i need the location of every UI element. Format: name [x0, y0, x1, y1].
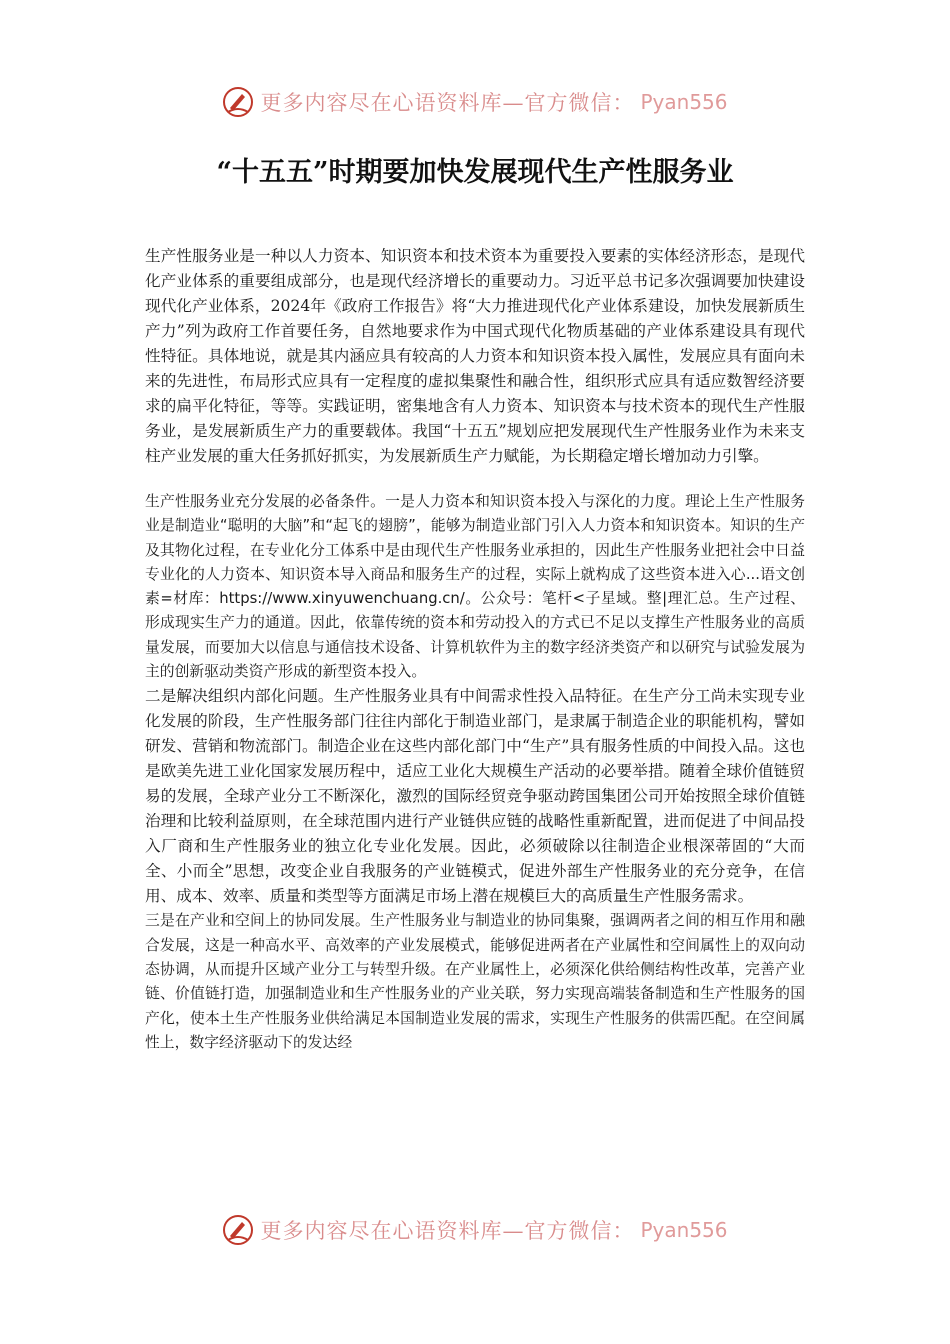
paragraph-conditions: 生产性服务业充分发展的必备条件。一是人力资本和知识资本投入与深化的力度。理论上生产性服务业是制造业“聪明的大脑”和“起飞的翅膀”，能够为制造业部门引入人力资本和知识资本。知识的生产及其物化过程，在专业化分工体系中是由现代生产性服务业承担的，因此生产性服务业把社会中日益专业化的人力资本、知识资本导入商品和服务生产的过程，实际上就构成了这些资本进入心...语文创素=材库：https://www.xinyuwenchuang.cn/。公众号：笔杆<子星域。整|理汇总。生产过程、形成现实生产力的通道。因此，依靠传统的资本和劳动投入的方式已不足以支撑生产性服务业的高质量发展，而要加大以信息与通信技术设备、计算机软件为主的数字经济类资产和以研究与试验发展为主的创新驱动类资产形成的新型资本投入。: [145, 493, 805, 681]
paragraph-internalization: 二是解决组织内部化问题。生产性服务业具有中间需求性投入品特征。在生产分工尚未实现专业化发展的阶段，生产性服务部门往往内部化于制造业部门，是隶属于制造企业的职能机构，譬如研发、营销和物流部门。制造企业在这些内部化部门中“生产”具有服务性质的中间投入品。这也是欧美先进工业化国家发展历程中，适应工业化大规模生产活动的必要举措。随着全球价值链贸易的发展，全球产业分工不断深化，激烈的国际经贸竞争驱动跨国集团公司开始按照全球价值链治理和比较利益原则，在全球范围内进行产业链供应链的战略性重新配置，进而促进了中间品投入厂商和生产性服务业的独立化专业化发展。因此，必须破除以往制造企业根深蒂固的“大而全、小而全”思想，改变企业自我服务的产业链模式，促进外部生产性服务业的充分竞争，在信用、成本、效率、质量和类型等方面满足市场上潜在规模巨大的高质量生产性服务需求。: [145, 687, 805, 906]
footer-banner: [0, 1212, 950, 1248]
quill-book-icon: [222, 86, 254, 118]
banner-wechat-id: Pyan556: [640, 90, 728, 114]
banner-text: 更多内容尽在心语资料库—官方微信：: [260, 1219, 635, 1243]
quill-book-icon: [222, 1214, 254, 1246]
paragraph-coordination: 三是在产业和空间上的协同发展。生产性服务业与制造业的协同集聚，强调两者之间的相互作用和融合发展，这是一种高水平、高效率的产业发展模式，能够促进两者在产业属性和空间属性上的双向动态协调，从而提升区域产业分工与转型升级。在产业属性上，必须深化供给侧结构性改革，完善产业链、价值链打造，加强制造业和生产性服务业的产业关联，努力实现高端装备制造和生产性服务的国产化，使本土生产性服务业供给满足本国制造业发展的需求，实现生产性服务的供需匹配。在空间属性上，数字经济驱动下的发达经: [145, 912, 805, 1051]
paragraph-intro: 生产性服务业是一种以人力资本、知识资本和技术资本为重要投入要素的实体经济形态，是现代化产业体系的重要组成部分，也是现代经济增长的重要动力。习近平总书记多次强调要加快建设现代化产业体系，2024年《政府工作报告》将“大力推进现代化产业体系建设，加快发展新质生产力”列为政府工作首要任务，自然地要求作为中国式现代化物质基础的产业体系建设具有现代性特征。具体地说，就是其内涵应具有较高的人力资本和知识资本投入属性，发展应具有面向未来的先进性，布局形式应具有一定程度的虚拟集聚性和融合性，组织形式应具有适应数智经济要求的扁平化特征，等等。实践证明，密集地含有人力资本、知识资本与技术资本的现代生产性服务业，是发展新质生产力的重要载体。我国“十五五”规划应把发展现代生产性服务业作为未来支柱产业发展的重大任务抓好抓实，为发展新质生产力赋能，为长期稳定增长增加动力引擎。: [145, 247, 805, 465]
header-banner: [0, 84, 950, 120]
article-body: [145, 244, 805, 1055]
banner-text: 更多内容尽在心语资料库—官方微信：: [260, 91, 635, 115]
page-title: “十五五”时期要加快发展现代生产性服务业: [216, 157, 734, 188]
banner-wechat-id: Pyan556: [640, 1218, 728, 1242]
